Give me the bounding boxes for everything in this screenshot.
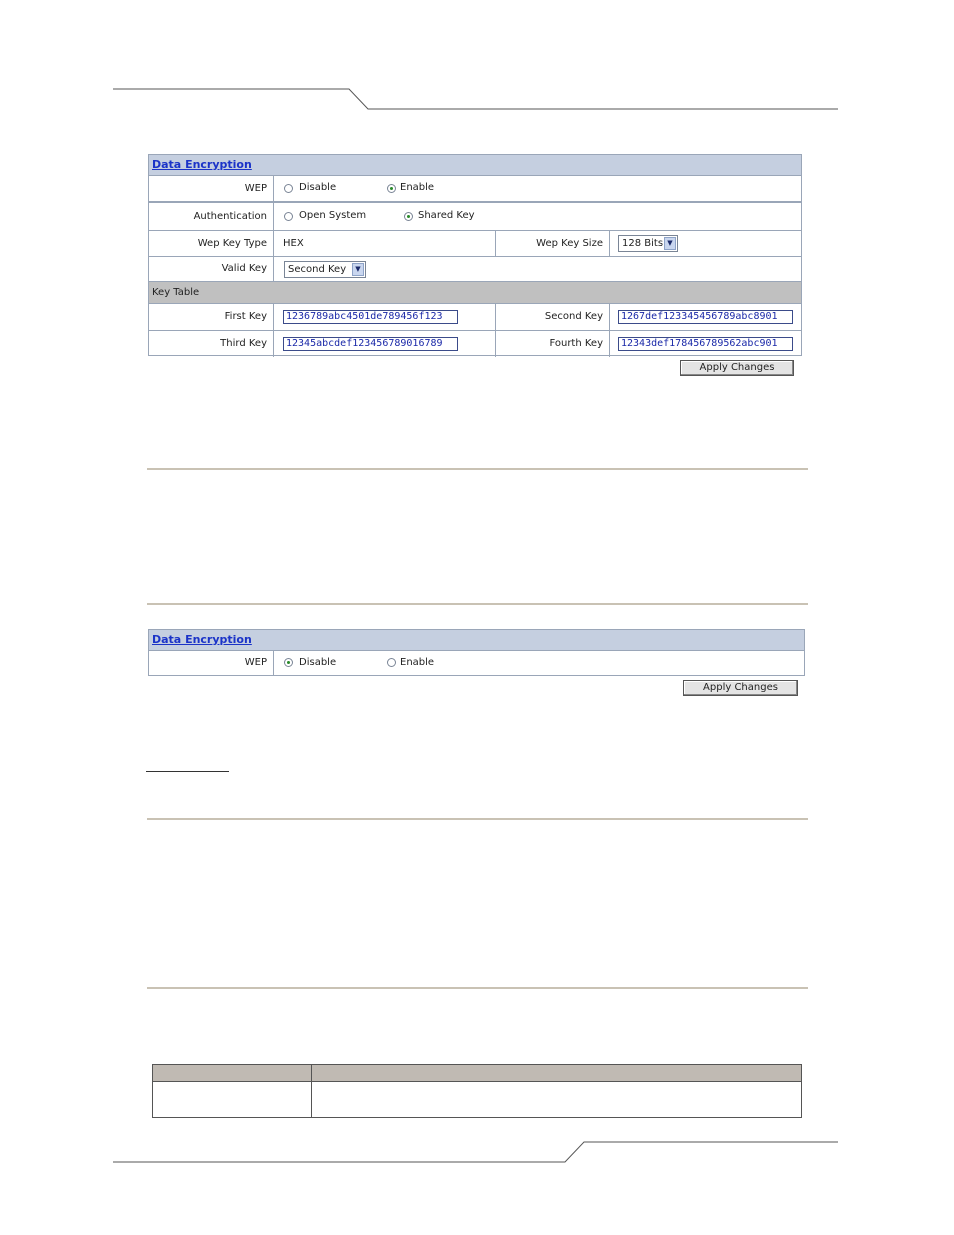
data-encryption-panel bbox=[148, 154, 802, 356]
third-key-label: Third Key bbox=[149, 331, 274, 357]
second-key-input[interactable]: 1267def123345456789abc8901 bbox=[618, 310, 793, 324]
wep-enable-radio[interactable] bbox=[387, 658, 396, 667]
table-column-divider bbox=[311, 1065, 312, 1117]
header-decoration bbox=[0, 0, 954, 120]
parameter-table bbox=[152, 1064, 802, 1118]
auth-shared-radio[interactable] bbox=[404, 212, 413, 221]
authentication-row bbox=[149, 202, 801, 231]
wep-key-size-label: Wep Key Size bbox=[495, 231, 610, 256]
second-key-label: Second Key bbox=[495, 304, 610, 330]
separator bbox=[147, 603, 808, 605]
separator bbox=[147, 987, 808, 989]
data-encryption-panel-disabled bbox=[148, 629, 805, 676]
wep-key-row bbox=[149, 231, 801, 257]
key-row-1 bbox=[149, 304, 801, 331]
fourth-key-label: Fourth Key bbox=[495, 331, 610, 357]
wep-enable-label: Enable bbox=[400, 657, 435, 668]
wep-disable-label: Disable bbox=[299, 182, 337, 193]
key-table-label: Key Table bbox=[152, 287, 200, 298]
underline-mark bbox=[146, 771, 229, 772]
third-key-input[interactable]: 12345abcdef123456789016789 bbox=[283, 337, 458, 351]
wep-disable-label: Disable bbox=[299, 657, 337, 668]
wep-row bbox=[149, 651, 804, 675]
wep-row bbox=[149, 176, 801, 202]
panel-title: Data Encryption bbox=[149, 155, 801, 176]
wep-key-type-label: Wep Key Type bbox=[149, 231, 274, 256]
valid-key-value: Second Key bbox=[288, 264, 347, 275]
chevron-down-icon: ▼ bbox=[664, 237, 676, 250]
chevron-down-icon: ▼ bbox=[352, 263, 364, 276]
separator bbox=[147, 818, 808, 820]
first-key-label: First Key bbox=[149, 304, 274, 330]
auth-open-radio[interactable] bbox=[284, 212, 293, 221]
valid-key-label: Valid Key bbox=[149, 257, 274, 281]
auth-open-label: Open System bbox=[299, 210, 367, 221]
wep-enable-radio[interactable] bbox=[387, 184, 396, 193]
panel-title: Data Encryption bbox=[149, 630, 804, 651]
footer-decoration bbox=[0, 1130, 954, 1170]
wep-key-size-select[interactable] bbox=[618, 235, 678, 252]
key-table-header bbox=[149, 282, 801, 304]
apply-changes-button[interactable]: Apply Changes bbox=[680, 360, 794, 376]
wep-disable-radio[interactable] bbox=[284, 658, 293, 667]
valid-key-row bbox=[149, 257, 801, 282]
first-key-input[interactable]: 1236789abc4501de789456f123 bbox=[283, 310, 458, 324]
wep-key-size-value: 128 Bits bbox=[622, 238, 664, 249]
key-row-2 bbox=[149, 331, 801, 357]
wep-key-type-value: HEX bbox=[283, 238, 304, 249]
wep-disable-radio[interactable] bbox=[284, 184, 293, 193]
table-header bbox=[153, 1065, 801, 1082]
valid-key-select[interactable] bbox=[284, 261, 366, 278]
wep-label: WEP bbox=[149, 651, 274, 675]
authentication-label: Authentication bbox=[149, 203, 274, 230]
wep-label: WEP bbox=[149, 176, 274, 201]
wep-enable-label: Enable bbox=[400, 182, 435, 193]
separator bbox=[147, 468, 808, 470]
auth-shared-label: Shared Key bbox=[418, 210, 475, 221]
apply-changes-button[interactable]: Apply Changes bbox=[683, 680, 798, 696]
fourth-key-input[interactable]: 12343def178456789562abc901 bbox=[618, 337, 793, 351]
